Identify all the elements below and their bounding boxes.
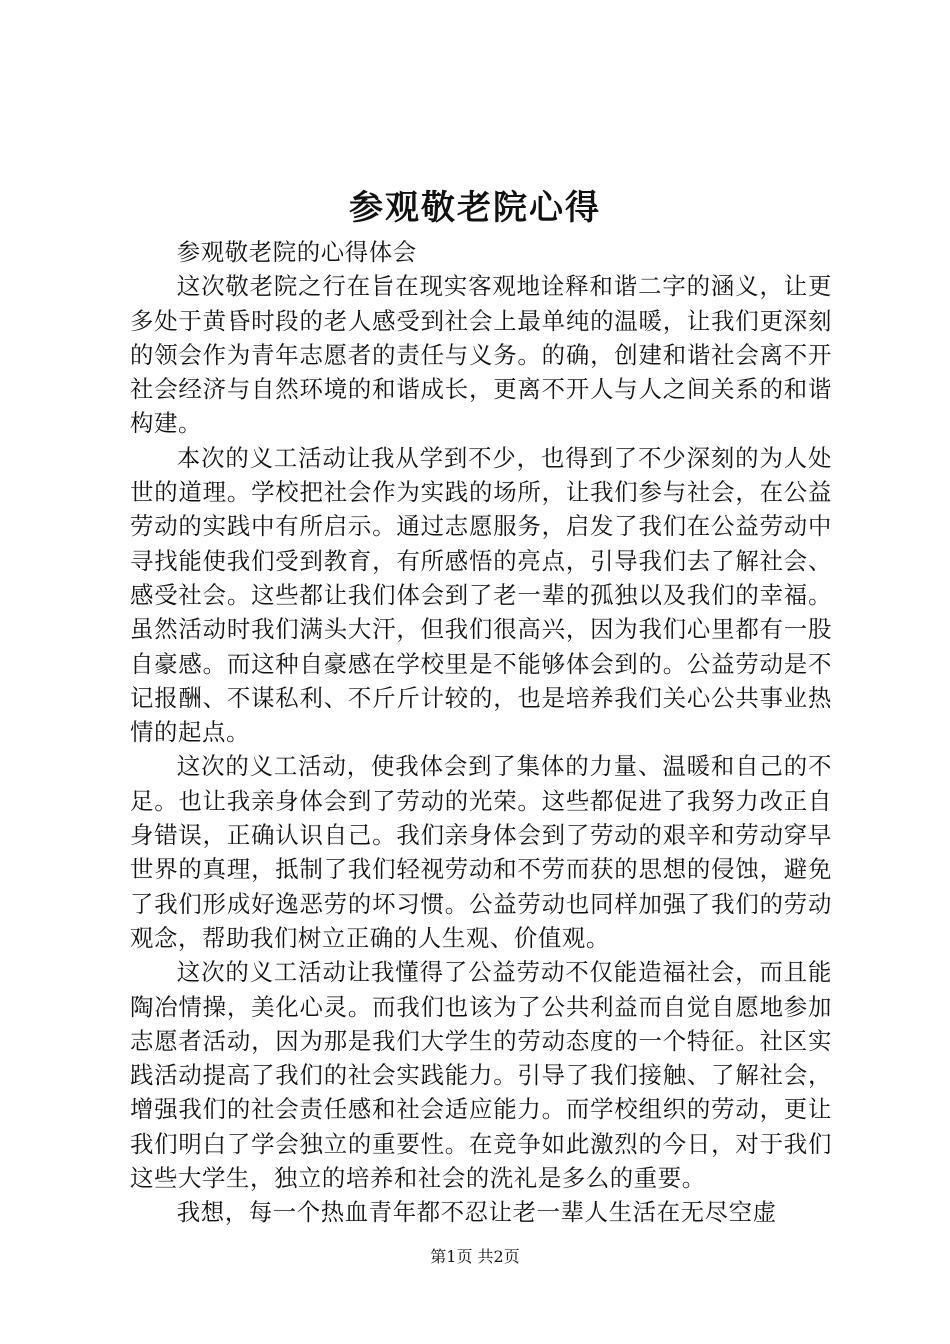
body-paragraph: 本次的义工活动让我从学到不少，也得到了不少深刻的为人处世的道理。学校把社会作为实践的场所，让我们参与社会，在公益劳动的实践中有所启示。通过志愿服务，启发了我们在公益劳动中寻找能使我们受到教育，有所感悟的亮点，引导我们去了解社会、感受社会。这些都让我们体会到了老一辈的孤独以及我们的幸福。虽然活动时我们满头大汗，但我们很高兴，因为我们心里都有一股自豪感。而这种自豪感在学校里是不能够体会到的。公益劳动是不记报酬、不谋私利、不斤斤计较的，也是培养我们关心公共事业热情的起点。 <box>130 443 832 747</box>
document-body <box>130 235 832 1230</box>
body-paragraph: 这次的义工活动让我懂得了公益劳动不仅能造福社会，而且能陶冶情操，美化心灵。而我们也该为了公共利益而自觉自愿地参加志愿者活动，因为那是我们大学生的劳动态度的一个特征。社区实践活动提高了我们的社会实践能力。引导了我们接触、了解社会，增强我们的社会责任感和社会适应能力。而学校组织的劳动，更让我们明白了学会独立的重要性。在竞争如此激烈的今日，对于我们这些大学生，独立的培养和社会的洗礼是多么的重要。 <box>130 958 832 1193</box>
body-paragraph: 这次敬老院之行在旨在现实客观地诠释和谐二字的涵义，让更多处于黄昏时段的老人感受到社会上最单纯的温暖，让我们更深刻的领会作为青年志愿者的责任与义务。的确，创建和谐社会离不开社会经济与自然环境的和谐成长，更离不开人与人之间关系的和谐构建。 <box>130 272 832 438</box>
body-paragraph: 我想，每一个热血青年都不忍让老一辈人生活在无尽空虚 <box>176 1198 777 1227</box>
subtitle-paragraph: 参观敬老院的心得体会 <box>176 238 417 266</box>
body-paragraph: 这次的义工活动，使我体会到了集体的力量、温暖和自己的不足。也让我亲身体会到了劳动的光荣。这些都促进了我努力改正自身错误，正确认识自己。我们亲身体会到了劳动的艰辛和劳动穿早世界的真理，抵制了我们轻视劳动和不劳而获的思想的侵蚀，避免了我们形成好逸恶劳的坏习惯。公益劳动也同样加强了我们的劳动观念，帮助我们树立正确的人生观、价值观。 <box>130 752 832 952</box>
page-number-footer: 第1页 共2页 <box>430 1247 520 1266</box>
document-title: 参观敬老院心得 <box>349 188 601 228</box>
